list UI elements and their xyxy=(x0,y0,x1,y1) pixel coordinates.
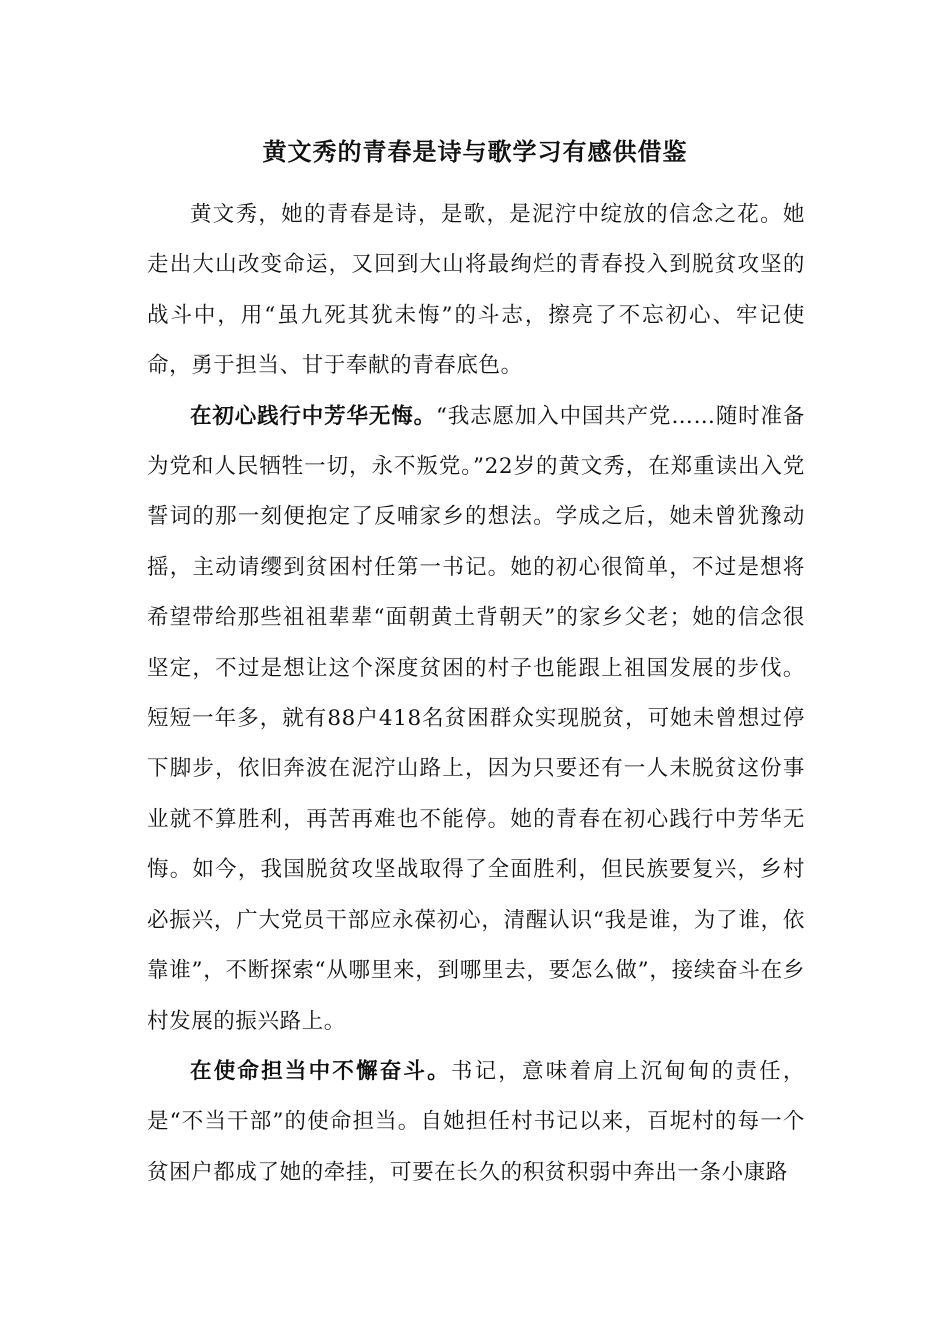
paragraph-original-aspiration xyxy=(147,392,805,1047)
document-title: 黄文秀的青春是诗与歌学习有感供借鉴 xyxy=(262,138,688,166)
document-body xyxy=(147,190,805,1198)
paragraph-lead: 在使命担当中不懈奋斗。 xyxy=(190,1058,451,1084)
paragraph-text: 黄文秀，她的青春是诗，是歌，是泥泞中绽放的信念之花。她走出大山改变命运，又回到大山将最绚烂的青春投入到脱贫攻坚的战斗中，用“虽九死其犹未悔”的斗志，擦亮了不忘初心、牢记使命，勇于担当、甘于奉献的青春底色。 xyxy=(147,202,805,379)
paragraph-lead: 在初心践行中芳华无悔。 xyxy=(190,403,436,429)
paragraph-text: “我志愿加入中国共产党……随时准备为党和人民牺牲一切，永不叛党。”22岁的黄文秀，在郑重读出入党誓词的那一刻便抱定了反哺家乡的想法。学成之后，她未曾犹豫动摇，主动请缨到贫困村任第一书记。她的初心很简单，不过是想将希望带给那些祖祖辈辈“面朝黄土背朝天”的家乡父老；她的信念很坚定，不过是想让这个深度贫困的村子也能跟上祖国发展的步伐。短短一年多，就有88户418名贫困群众实现脱贫，可她未曾想过停下脚步，依旧奔波在泥泞山路上，因为只要还有一人未脱贫这份事业就不算胜利，再苦再难也不能停。她的青春在初心践行中芳华无悔。如今，我国脱贫攻坚战取得了全面胜利，但民族要复兴，乡村必振兴，广大党员干部应永葆初心，清醒认识“我是谁，为了谁，依靠谁”，不断探索“从哪里来，到哪里去，要怎么做”，接续奋斗在乡村发展的振兴路上。 xyxy=(147,403,805,1034)
paragraph-intro xyxy=(147,190,805,392)
paragraph-text: 书记，意味着肩上沉甸甸的责任，是“不当干部”的使命担当。自她担任村书记以来，百坭村的每一个贫困户都成了她的牵挂，可要在长久的积贫积弱中奔出一条小康路 xyxy=(147,1058,805,1185)
paragraph-mission xyxy=(147,1047,805,1198)
